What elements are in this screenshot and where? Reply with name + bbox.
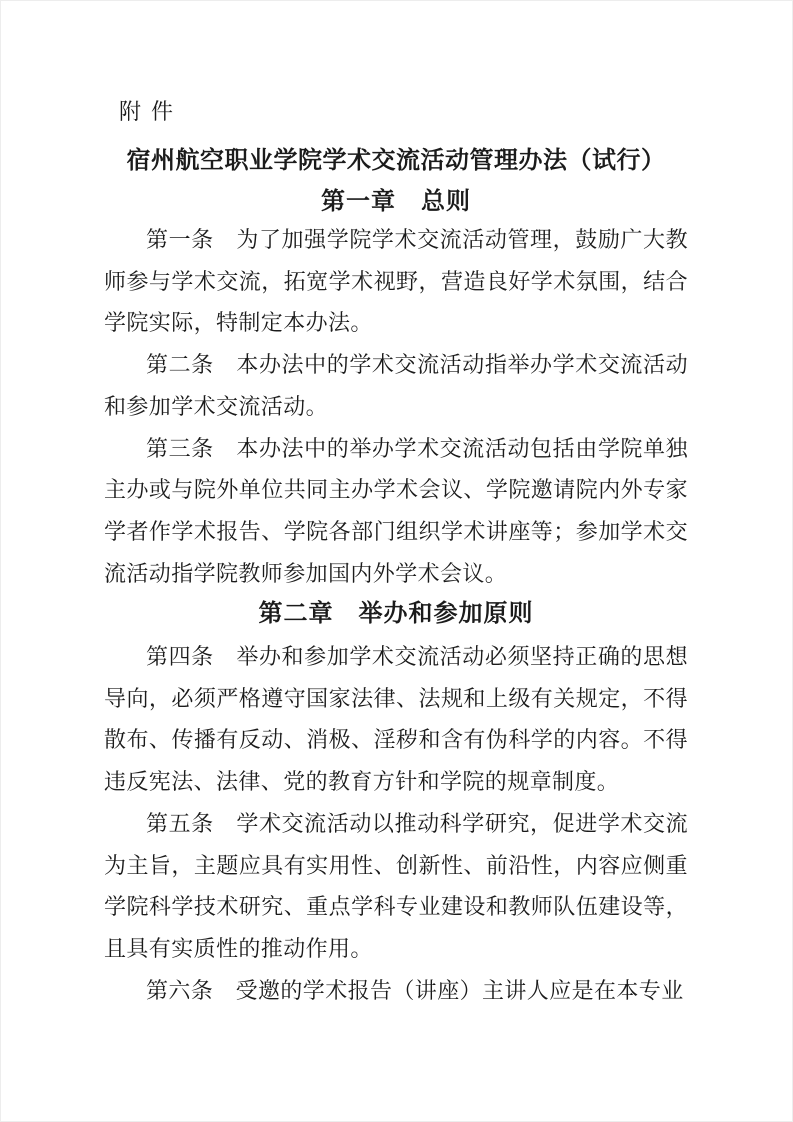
paragraph-article-5: 第五条 学术交流活动以推动科学研究，促进学术交流为主旨，主题应具有实用性、创新性、前沿性，内容应侧重学院科学技术研究、重点学科专业建设和教师队伍建设等，且具有实质性的推动作用。 [104, 810, 688, 961]
document-title: 宿州航空职业学院学术交流活动管理办法（试行） [126, 148, 666, 174]
paragraph-article-1: 第一条 为了加强学院学术交流活动管理，鼓励广大教师参与学术交流，拓宽学术视野，营造良好学术氛围，结合学院实际，特制定本办法。 [104, 227, 688, 336]
paragraph-article-6: 第六条 受邀的学术报告（讲座）主讲人应是在本专业 [146, 977, 684, 1003]
paragraph-article-3: 第三条 本办法中的举办学术交流活动包括由学院单独主办或与院外单位共同主办学术会议、学院邀请院内外专家学者作学术报告、学院各部门组织学术讲座等；参加学术交流活动指学院教师参加国内外学术会议。 [104, 435, 688, 586]
chapter-1-heading: 第一章 总则 [321, 189, 471, 215]
chapter-2-heading: 第二章 举办和参加原则 [258, 601, 534, 628]
attachment-label: 附件 [119, 99, 184, 124]
document-body [104, 219, 688, 1011]
paragraph-article-2: 第二条 本办法中的学术交流活动指举办学术交流活动和参加学术交流活动。 [104, 352, 688, 419]
paragraph-article-4: 第四条 举办和参加学术交流活动必须坚持正确的思想导向，必须严格遵守国家法律、法规和上级有关规定，不得散布、传播有反动、消极、淫秽和含有伪科学的内容。不得违反宪法、法律、党的教育方针和学院的规章制度。 [104, 644, 688, 795]
